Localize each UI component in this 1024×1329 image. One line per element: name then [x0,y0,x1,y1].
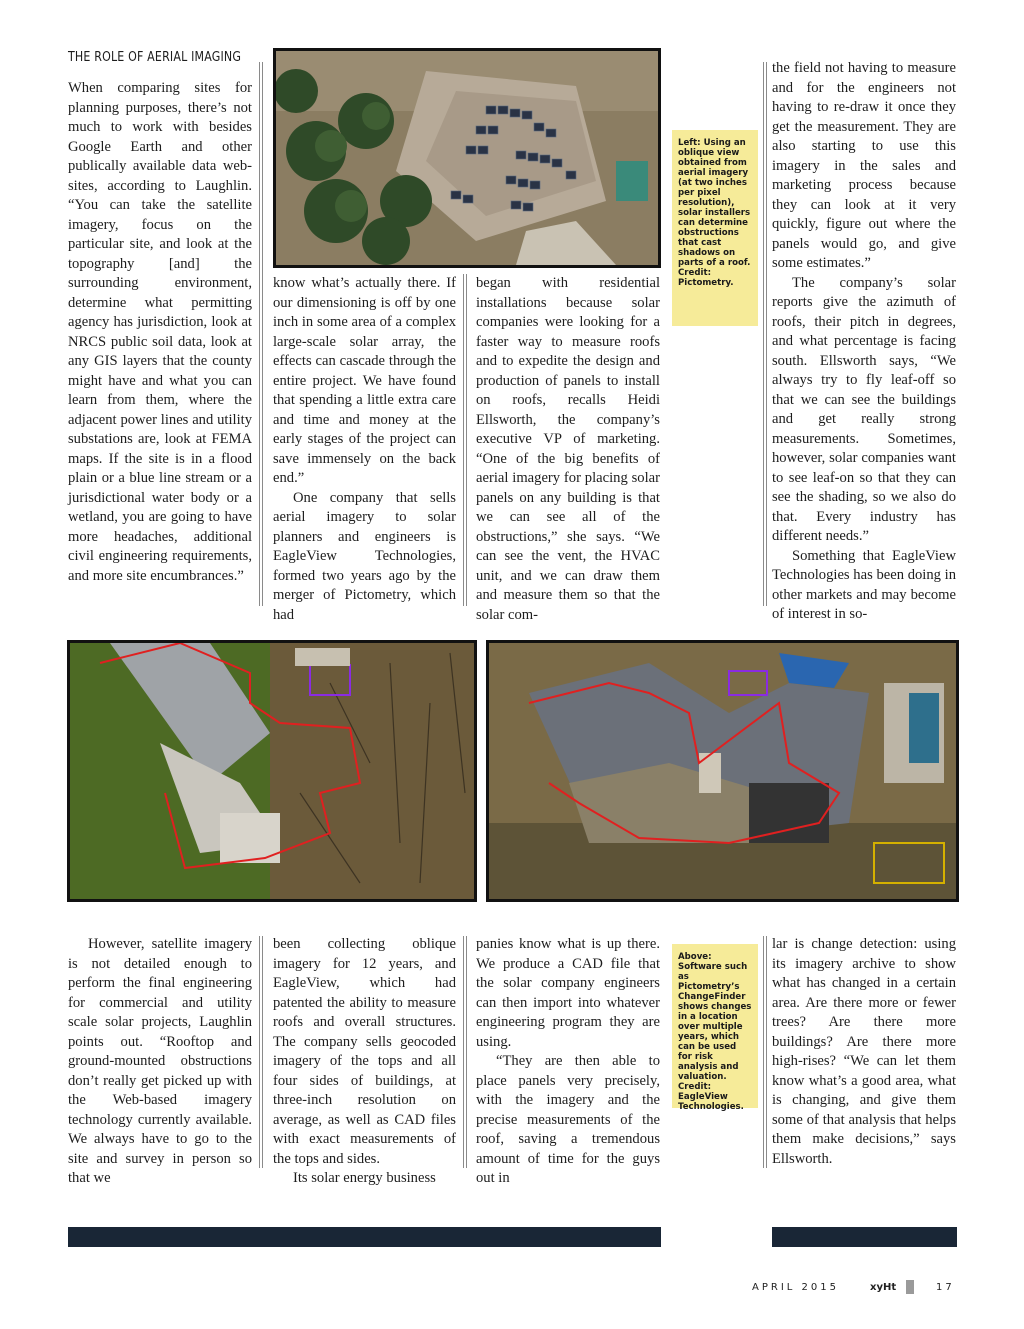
column-rule [463,936,467,1168]
column-rule [259,936,263,1168]
footer-magazine: xyHt [870,1282,897,1293]
house-outline-illustration [489,643,956,899]
paragraph: been collecting oblique imagery for 12 years, and EagleView, which had patented the ability to measure roofs and overall structures. The company sells geocoded imagery of the tops and all four sides of buildings, at three-inch resolution on average, as well as CAD files with exact measurements of the tops and sides. [273,936,456,1167]
column-rule [463,274,467,606]
section-heading: THE ROLE OF AERIAL IMAGING [68,50,242,65]
footer-date: APRIL 2015 [752,1282,839,1293]
solar-roof-illustration [276,51,658,265]
paragraph: Something that EagleView Technologies has been doing in other markets and may become of interest in so- [772,547,956,622]
bottom-column-4 [772,935,956,1169]
caption-above: Above: Software such as Pictometry’s ChangeFinder shows changes in a location over multiple years, which can be used for risk analysis and valuation. Credit: EagleView Technologies. [672,944,758,1108]
paragraph: “They are then able to place panels very precisely, with the imagery and the precise measurements of the roof, saving a tremendous amount of time for the guys out in [476,1053,660,1186]
paragraph: began with residential installations because solar companies were looking for a faster way to measure roofs and to expedite the design and production of panels to install on roofs, recalls Heidi Ellsworth, the company’s executive VP of marketing. “One of the big benefits of aerial imagery for placing solar panels on any building is that we can see all of the obstructions,” she says. “We can see the vent, the HVAC unit, and we can draw them and measure them so that the solar com- [476,275,660,623]
caption-left: Left: Using an oblique view obtained from aerial imagery (at two inches per pixel resolution), solar installers can determine obstructions that cast shadows on parts of a roof. Credit: Pictometry. [672,130,758,326]
top-column-4 [772,59,956,625]
column-rule [763,62,767,606]
paragraph: However, satellite imagery is not detailed enough to perform the final engineering for commercial and utility scale solar projects, Laughlin points out. “Rooftop and ground-mounted obstructions don’t really get picked up with the Web-based imagery technology currently available. We always have to go to the site and survey in person so that we [68,936,252,1186]
paragraph: know what’s actually there. If our dimensioning is off by one inch in some area of a complex large-scale solar array, the effects can cascade through the entire project. We have found that spending a little extra care and time and money at the early stages of the project can save immensely on the back end.” [273,275,456,486]
page-number: 17 [936,1282,955,1293]
paragraph: Its solar energy business [293,1170,436,1186]
paragraph: When comparing sites for planning purposes, there’s not much to work with besides Google Earth and other publically available data web-sites, according to Laughlin. “You can take the satellite imagery, focus on the particular site, and look at the topography [and] the surrounding environment, determine what permitting agency has jurisdiction, look at NRCS public soil data, look at any GIS layers that the county might have and what you can learn from them, where the adjacent power lines and utility substations are, look at FEMA maps. If the site is in a flood plain or a blue line stream or a jurisdictional water body or a wetland, you are going to have more headaches, additional civil engineering requirements, and more site encumbrances.” [68,80,252,584]
change-detection-photo-right [486,640,959,902]
top-column-3 [476,274,660,625]
top-column-2 [273,274,456,625]
paragraph: One company that sells aerial imagery to solar planners and engineers is EagleView Technologies, formed two years ago by the merger of Pictometry, which had [273,489,456,623]
bottom-column-3 [476,935,660,1189]
solar-roof-oblique-photo [273,48,661,268]
footer-separator [906,1280,914,1294]
footer-bar-left [68,1227,661,1247]
house-outline-illustration [70,643,474,899]
bottom-column-1 [68,935,252,1189]
bottom-column-2 [273,935,456,1189]
column-rule [763,936,767,1168]
footer-bar-right [772,1227,957,1247]
column-rule [259,62,263,606]
paragraph: lar is change detection: using its imagery archive to show what has changed in a certain area. Are there more or fewer trees? Are there more buildings? Are there more high-rises? “We can let them know what’s a good area, what is changing, and give them some of that analysis that helps them make decisions,” says Ellsworth. [772,936,956,1167]
paragraph: the field not having to measure and for the engineers not having to re-draw it once they get the measurement. They are also starting to use this imagery in the sales and marketing process because they can look at it very quickly, figure out where the panels would go, and give some estimates.” [772,60,956,271]
top-column-1 [68,79,252,586]
paragraph: panies know what is up there. We produce a CAD file that the solar company engineers can then import into whatever engineering program they are using. [476,936,660,1050]
change-detection-photo-left [67,640,477,902]
paragraph: The company’s solar reports give the azimuth of roofs, their pitch in degrees, and what percentage is facing south. Ellsworth says, “We always try to fly leaf-off so that we can see the buildings and get really strong measurements. Sometimes, however, solar companies want to see leaf-on so that they can see the shading, so we also do that. Every industry has different needs.” [772,274,956,544]
